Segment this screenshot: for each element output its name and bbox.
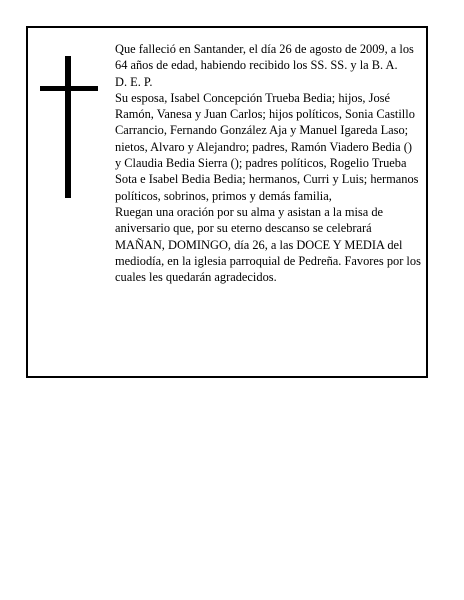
obituary-notice	[26, 26, 428, 378]
cross-horizontal-bar	[40, 86, 98, 91]
family-list: Su esposa, Isabel Concepción Trueba Bedia; hijos, José Ramón, Vanesa y Juan Carlos; hijos políticos, Sonia Castillo Carrancio, Fernando González Aja y Manuel Igareda Laso; nietos, Alvaro y Alejandro; padres, Ramón Viadero Bedia () y Claudia Bedia Sierra (); padres políticos, Rogelio Trueba Sota e Isabel Bedia Bedia; hermanos, Curri y Luis; hermanos políticos, sobrinos, primos y demás familia,	[115, 90, 419, 203]
cross-icon	[40, 56, 98, 198]
cross-vertical-bar	[65, 56, 71, 198]
death-announcement: Que falleció en Santander, el día 26 de agosto de 2009, a los 64 años de edad, habiendo recibido los SS. SS. y la B. A.	[115, 42, 414, 73]
notice-text	[115, 41, 421, 285]
rip-line: D. E. P.	[115, 74, 153, 89]
mass-invitation: Ruegan una oración por su alma y asistan a la misa de aniversario que, por su eterno descanso se celebrará MAÑAN, DOMINGO, día 26, a las DOCE Y MEDIA del mediodía, en la iglesia parroquial de Pedreña. Favores por los cuales les quedarán agradecidos.	[115, 204, 421, 285]
